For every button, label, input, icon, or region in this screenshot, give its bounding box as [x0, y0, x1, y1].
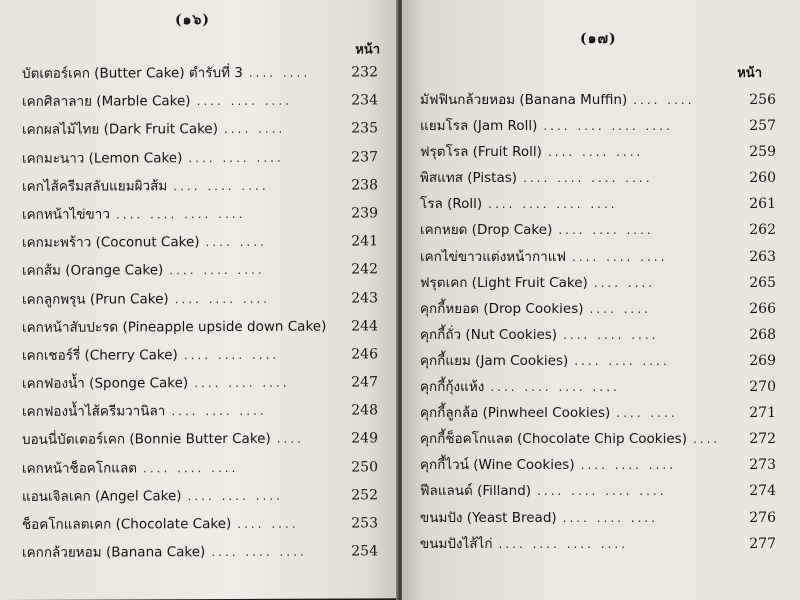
- toc-entry: [420, 166, 776, 192]
- toc-entry-page-number: 259: [749, 144, 776, 161]
- toc-entry-title: บอนนี่บัตเตอร์เคก (Bonnie Butter Cake): [22, 431, 271, 449]
- toc-entry-page-number: 246: [351, 346, 378, 363]
- toc-entry: [420, 401, 776, 427]
- toc-entry-leader: .... .... ....: [194, 375, 290, 391]
- left-toc-list: [22, 60, 378, 569]
- toc-entry-title: เคกฟองน้ำ (Sponge Cake): [22, 375, 189, 392]
- toc-entry: [420, 506, 776, 532]
- toc-entry-title: มัฟฟินกล้วยหอม (Banana Muffin): [420, 92, 628, 108]
- toc-entry-leader: .... .... .... ....: [488, 197, 618, 212]
- toc-entry: [420, 427, 776, 453]
- toc-entry-page-number: 254: [351, 543, 378, 560]
- toc-entry-page-number: 253: [351, 515, 378, 532]
- toc-entry-page-number: 262: [749, 222, 776, 239]
- toc-entry-leader: .... .... ....: [547, 145, 644, 160]
- toc-entry-title: เคกผลไม้ไทย (Dark Fruit Cake): [22, 121, 219, 139]
- toc-entry-leader: .... ....: [616, 406, 678, 421]
- toc-entry: [420, 88, 776, 114]
- toc-entry: [420, 114, 776, 140]
- toc-entry-leader: .... .... .... ....: [490, 380, 620, 395]
- toc-entry-title: แยมโรล (Jam Roll): [420, 118, 538, 135]
- toc-entry: [420, 349, 776, 375]
- toc-entry-title: เคกมะพร้าว (Coconut Cake): [22, 234, 200, 252]
- toc-entry: [420, 532, 776, 558]
- toc-entry: [22, 145, 378, 175]
- toc-entry-page-number: 256: [749, 92, 776, 108]
- toc-entry: [22, 370, 378, 400]
- toc-entry-title: แอนเจิลเคก (Angel Cake): [22, 488, 182, 505]
- toc-entry-page-number: 265: [749, 274, 776, 291]
- toc-entry: [22, 399, 378, 429]
- toc-entry-page-number: 235: [351, 120, 378, 137]
- toc-entry-page-number: 260: [749, 170, 776, 187]
- toc-entry-page-number: 274: [749, 483, 776, 500]
- toc-entry-title: เคกหน้าสับปะรด (Pineapple upside down Cake): [22, 318, 327, 336]
- toc-entry-page-number: 269: [749, 352, 776, 369]
- toc-entry: [420, 323, 776, 349]
- toc-entry-title: ฟรุตเคก (Light Fruit Cake): [420, 274, 588, 291]
- toc-entry-leader: .... ....: [633, 93, 695, 107]
- toc-entry-leader: .... ....: [205, 234, 267, 250]
- toc-entry: [22, 117, 378, 147]
- toc-entry-title: ช็อคโกแลตเคก (Chocolate Cake): [22, 515, 232, 533]
- toc-entry-page-number: 244: [351, 318, 378, 335]
- toc-entry-page-number: 234: [351, 92, 378, 109]
- toc-entry-page-number: 243: [351, 289, 378, 306]
- toc-entry-leader: .... .... ....: [563, 327, 659, 342]
- toc-entry-title: คุกกี้หยอด (Drop Cookies): [420, 300, 584, 317]
- toc-entry-title: เคกฟองน้ำไส้ครีมวานิลา: [22, 403, 166, 421]
- toc-entry-page-number: 272: [749, 431, 776, 448]
- toc-entry-title: ขนมปัง (Yeast Bread): [420, 509, 557, 526]
- toc-entry: [22, 540, 378, 570]
- right-toc-list: [420, 88, 776, 558]
- toc-entry-leader: .... ....: [248, 65, 311, 80]
- toc-entry: [22, 483, 378, 513]
- toc-entry: [420, 375, 776, 401]
- toc-entry: [22, 229, 378, 259]
- toc-entry-page-number: 247: [351, 374, 378, 391]
- toc-entry-title: เคกเชอร์รี่ (Cherry Cake): [22, 347, 178, 364]
- right-page-column-header: หน้า: [737, 66, 762, 81]
- toc-entry-leader: .... ....: [224, 122, 286, 137]
- left-page-column-header: หน้า: [355, 42, 380, 58]
- toc-entry-page-number: 273: [749, 457, 776, 474]
- toc-entry: [22, 511, 378, 541]
- toc-entry-leader: .... .... ....: [196, 93, 292, 109]
- toc-entry-title: เคกหยด (Drop Cake): [420, 222, 553, 239]
- toc-entry-leader: .... ....: [237, 516, 299, 531]
- toc-entry-leader: .... .... .... ....: [115, 206, 246, 222]
- right-page: [402, 0, 800, 600]
- toc-entry-leader: .... .... ....: [183, 347, 280, 363]
- toc-entry-title: คุกกี้ไวน์ (Wine Cookies): [420, 457, 575, 474]
- toc-entry-title: เคกหน้าไข่ขาว: [22, 206, 110, 223]
- toc-entry-leader: .... .... ....: [580, 458, 677, 473]
- toc-entry-leader: ....: [692, 432, 721, 447]
- toc-entry-leader: .... .... .... ....: [523, 171, 653, 186]
- toc-entry-page-number: 277: [749, 535, 776, 552]
- toc-entry-title: คุกกี้ถั่ว (Nut Cookies): [420, 326, 558, 343]
- toc-entry-title: เคกมะนาว (Lemon Cake): [22, 149, 183, 167]
- toc-entry-title: เคกลูกพรุน (Prun Cake): [22, 290, 169, 308]
- toc-entry-title: เคกไส้ครีมสลับแยมผิวส้ม: [22, 178, 168, 195]
- toc-entry-page-number: 239: [351, 205, 378, 222]
- toc-entry: [22, 201, 378, 231]
- toc-entry-leader: .... .... ....: [187, 488, 283, 503]
- toc-entry: [420, 140, 776, 166]
- toc-entry-leader: ....: [276, 432, 304, 447]
- toc-entry-title: ขนมปังไส้ไก่: [420, 535, 493, 552]
- toc-entry-leader: .... .... ....: [211, 544, 307, 560]
- toc-entry-page-number: 263: [749, 248, 776, 265]
- toc-entry: [420, 245, 776, 271]
- right-page-number: (๑๗): [580, 31, 617, 47]
- toc-entry-leader: .... .... ....: [572, 249, 668, 264]
- toc-entry-page-number: 268: [749, 326, 776, 343]
- toc-entry: [22, 314, 378, 344]
- toc-entry-page-number: 266: [749, 300, 776, 317]
- toc-entry-page-number: 271: [749, 405, 776, 422]
- toc-entry: [22, 455, 378, 485]
- toc-entry-page-number: 276: [749, 509, 776, 526]
- toc-entry-title: ฟรุตโรล (Fruit Roll): [420, 144, 542, 161]
- toc-entry-page-number: 270: [749, 379, 776, 396]
- toc-entry-page-number: 252: [351, 487, 378, 504]
- toc-entry: [22, 60, 378, 90]
- left-page-number: (๑๖): [175, 12, 211, 29]
- toc-entry-title: เคกหน้าช็อคโกแลต: [22, 460, 137, 477]
- left-page: [0, 0, 398, 600]
- toc-entry-leader: .... .... ....: [174, 291, 271, 306]
- toc-entry-leader: .... .... .... ....: [498, 536, 628, 551]
- toc-entry-leader: .... .... .... ....: [537, 484, 667, 499]
- toc-entry-title: โรล (Roll): [420, 196, 483, 213]
- toc-entry: [420, 297, 776, 323]
- toc-entry-page-number: 238: [351, 177, 378, 194]
- toc-entry-leader: .... .... ....: [574, 353, 670, 368]
- toc-entry-leader: .... .... ....: [188, 150, 284, 165]
- toc-entry: [420, 271, 776, 297]
- toc-entry-page-number: 232: [351, 64, 378, 81]
- toc-entry: [22, 286, 378, 316]
- toc-entry-leader: .... .... ....: [143, 460, 239, 476]
- toc-entry-leader: .... .... .... ....: [543, 119, 673, 134]
- toc-entry: [420, 453, 776, 479]
- toc-entry-page-number: 237: [351, 148, 378, 166]
- toc-entry-leader: .... ....: [593, 275, 656, 290]
- toc-entry-leader: .... .... ....: [562, 510, 659, 525]
- toc-entry-title: คุกกี้แยม (Jam Cookies): [420, 352, 569, 369]
- toc-entry-leader: .... .... ....: [171, 404, 267, 419]
- toc-entry-title: บัตเตอร์เคก (Butter Cake) ตำรับที่ 3: [22, 64, 243, 82]
- toc-entry-leader: .... ....: [589, 301, 651, 316]
- toc-entry-page-number: 257: [749, 118, 776, 135]
- toc-entry-title: ฟีลแลนด์ (Filland): [420, 483, 532, 500]
- toc-entry-leader: .... .... ....: [169, 263, 265, 278]
- toc-entry: [22, 258, 378, 288]
- toc-entry: [22, 173, 378, 203]
- toc-entry-title: เคกไข่ขาวแต่งหน้ากาแฟ: [420, 248, 567, 265]
- toc-entry: [22, 89, 378, 119]
- toc-entry-title: คุกกี้ช็อคโกแลต (Chocolate Chip Cookies): [420, 431, 687, 448]
- toc-entry-page-number: 250: [351, 458, 378, 476]
- toc-entry: [420, 192, 776, 218]
- toc-entry: [22, 342, 378, 372]
- toc-entry-title: เคกศิลาลาย (Marble Cake): [22, 93, 191, 111]
- toc-entry-leader: .... .... ....: [558, 223, 654, 238]
- toc-entry-page-number: 248: [351, 402, 378, 419]
- toc-entry-leader: .... .... ....: [173, 178, 269, 193]
- toc-entry: [22, 427, 378, 457]
- toc-entry-page-number: 249: [351, 430, 378, 447]
- toc-entry-title: คุกกี้ลูกล้อ (Pinwheel Cookies): [420, 405, 611, 422]
- toc-entry-page-number: 242: [351, 261, 378, 278]
- toc-entry-page-number: 261: [749, 196, 776, 213]
- toc-entry-title: เคกกล้วยหอม (Banana Cake): [22, 544, 206, 562]
- toc-entry-page-number: 241: [351, 233, 378, 250]
- toc-entry-title: เคกส้ม (Orange Cake): [22, 262, 164, 280]
- toc-entry: [420, 479, 776, 505]
- toc-entry: [420, 218, 776, 244]
- toc-entry-title: พิสแทส (Pistas): [420, 170, 518, 187]
- toc-entry-title: คุกกี้กุ้งแห้ง: [420, 379, 485, 396]
